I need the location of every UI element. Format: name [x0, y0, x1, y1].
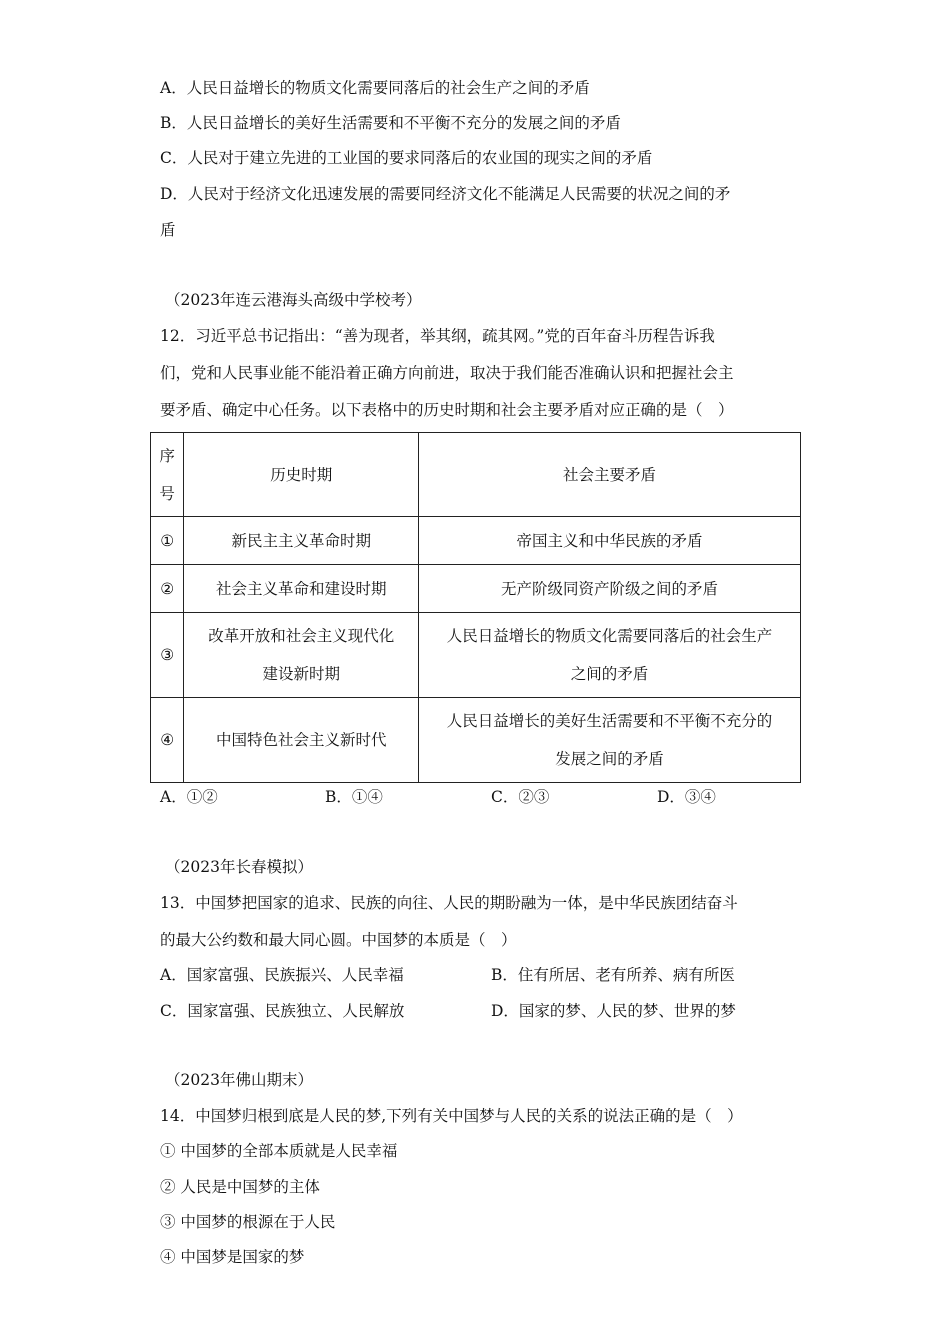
- q14-statement: ② 人民是中国梦的主体: [160, 1178, 320, 1196]
- q14-stem: 14．中国梦归根到底是人民的梦,下列有关中国梦与人民的关系的说法正确的是（ ）: [160, 1107, 743, 1125]
- table-row: [151, 613, 801, 698]
- q12-table: [150, 432, 801, 783]
- row-contradiction: 人民日益增长的美好生活需要和不平衡不充分的 发展之间的矛盾: [419, 698, 801, 783]
- q13-option-b: B．住有所居、老有所养、病有所医: [491, 966, 735, 984]
- q11-option-b: B．人民日益增长的美好生活需要和不平衡不充分的发展之间的矛盾: [160, 114, 621, 132]
- row-no: ②: [151, 565, 184, 613]
- table-row: [151, 698, 801, 783]
- header-no: 序 号: [151, 433, 184, 517]
- row-contradiction: 人民日益增长的物质文化需要同落后的社会生产 之间的矛盾: [419, 613, 801, 698]
- q11-option-c: C．人民对于建立先进的工业国的要求同落后的农业国的现实之间的矛盾: [160, 149, 653, 167]
- header-period: 历史时期: [184, 433, 419, 517]
- q13-stem-line: 13．中国梦把国家的追求、民族的向往、人民的期盼融为一体，是中华民族团结奋斗: [160, 894, 738, 912]
- q12-stem-line: 们，党和人民事业能不能沿着正确方向前进，取决于我们能否准确认识和把握社会主: [160, 364, 734, 382]
- q12-option-a: A．①②: [160, 788, 218, 806]
- row-period: 新民主主义革命时期: [184, 517, 419, 565]
- table-row: [151, 517, 801, 565]
- q13-option-d: D．国家的梦、人民的梦、世界的梦: [491, 1002, 736, 1020]
- row-contradiction: 帝国主义和中华民族的矛盾: [419, 517, 801, 565]
- row-no: ①: [151, 517, 184, 565]
- q14-statement: ④ 中国梦是国家的梦: [160, 1248, 305, 1266]
- q13-option-c: C．国家富强、民族独立、人民解放: [160, 1002, 405, 1020]
- q14-statement: ① 中国梦的全部本质就是人民幸福: [160, 1142, 398, 1160]
- q11-option-a: A．人民日益增长的物质文化需要同落后的社会生产之间的矛盾: [160, 79, 590, 97]
- row-no: ③: [151, 613, 184, 698]
- q12-stem-line: 要矛盾、确定中心任务。以下表格中的历史时期和社会主要矛盾对应正确的是（ ）: [160, 401, 734, 419]
- q12-option-c: C．②③: [491, 788, 550, 806]
- table-row: [151, 565, 801, 613]
- row-period: 改革开放和社会主义现代化 建设新时期: [184, 613, 419, 698]
- q13-option-a: A．国家富强、民族振兴、人民幸福: [160, 966, 404, 984]
- row-contradiction: 无产阶级同资产阶级之间的矛盾: [419, 565, 801, 613]
- q12-option-b: B．①④: [325, 788, 383, 806]
- header-contradiction: 社会主要矛盾: [419, 433, 801, 517]
- q12-source: （2023年连云港海头高级中学校考）: [165, 291, 422, 309]
- q14-source: （2023年佛山期末）: [165, 1071, 313, 1089]
- q13-stem-line: 的最大公约数和最大同心圆。中国梦的本质是（ ）: [160, 931, 517, 949]
- q12-stem-line: 12．习近平总书记指出：“善为现者，举其纲，疏其网。”党的百年奋斗历程告诉我: [160, 327, 715, 345]
- q14-statement: ③ 中国梦的根源在于人民: [160, 1213, 336, 1231]
- row-no: ④: [151, 698, 184, 783]
- row-period: 中国特色社会主义新时代: [184, 698, 419, 783]
- q13-source: （2023年长春模拟）: [165, 858, 313, 876]
- q11-option-d: D．人民对于经济文化迅速发展的需要同经济文化不能满足人民需要的状况之间的矛: [160, 185, 731, 203]
- row-period: 社会主义革命和建设时期: [184, 565, 419, 613]
- table-header-row: [151, 433, 801, 517]
- q11-option-d-cont: 盾: [160, 221, 176, 239]
- q12-option-d: D．③④: [657, 788, 716, 806]
